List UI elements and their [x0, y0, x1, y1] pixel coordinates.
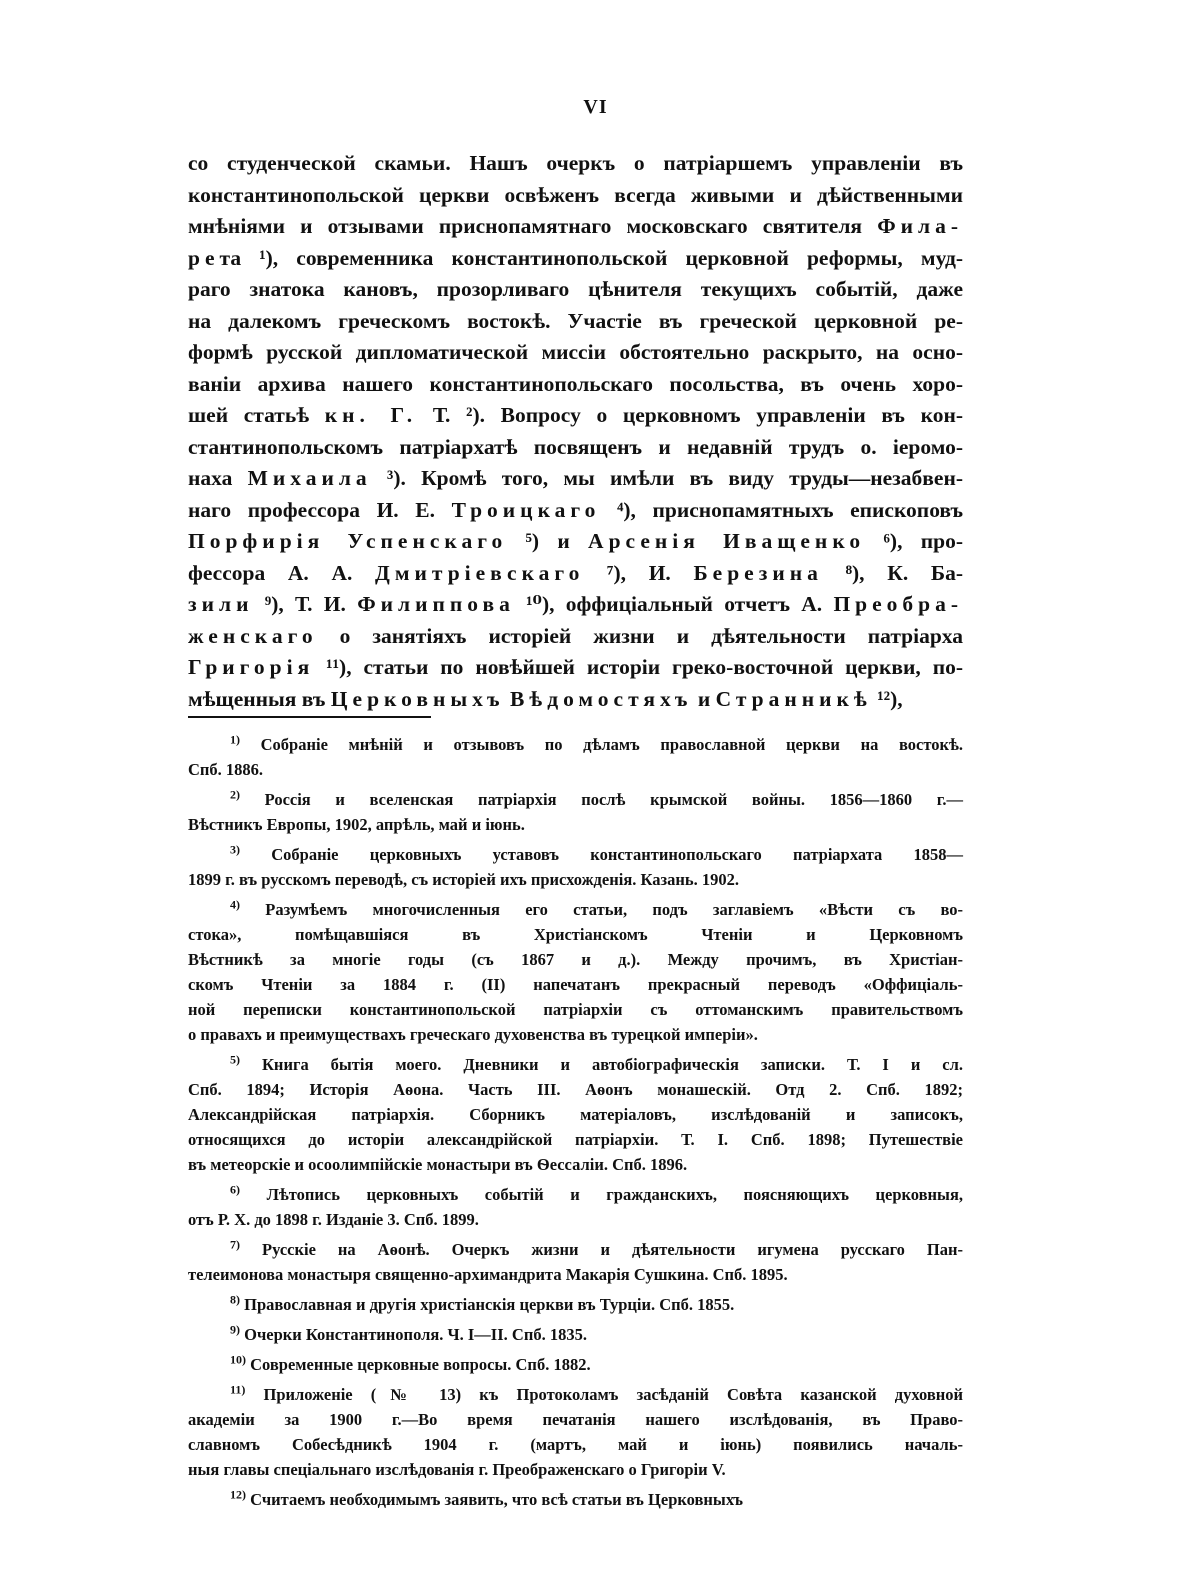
footnote-text: Считаемъ необходимымъ заявить, что всѣ статьи въ Церковныхъ [250, 1490, 744, 1509]
text-line: рета ¹), современника константинопольской церковной реформы, муд- [188, 245, 963, 270]
footnote-text: Русскіе на Аѳонѣ. Очеркъ жизни и дѣятельности игумена русскаго Пан- [262, 1240, 963, 1259]
footnote-line [188, 947, 963, 972]
footnote [188, 897, 963, 1047]
footnote-line [188, 1237, 963, 1262]
footnote-line [188, 997, 963, 1022]
text-line: на далекомъ греческомъ востокѣ. Участіе въ греческой церковной ре- [188, 308, 963, 333]
footnote [188, 1382, 963, 1482]
footnote [188, 1487, 963, 1512]
text-line: константинопольской церкви освѣженъ всегда живыми и дѣйственными [188, 182, 963, 207]
text-line: формѣ русской дипломатической миссіи обстоятельно раскрыто, на осно- [188, 340, 963, 364]
text-line: ваніи архива нашего константинопольскаго посольства, въ очень хоро- [188, 371, 963, 396]
footnote-line [188, 1382, 963, 1407]
footnote-text: Лѣтопись церковныхъ событій и гражданскихъ, поясняющихъ церковныя, [266, 1185, 963, 1204]
footnote-line [188, 1262, 963, 1287]
footnote-mark: 6) [230, 1182, 240, 1197]
footnote-text: Очерки Константинополя. Ч. I—II. Спб. 1835. [244, 1325, 587, 1344]
footnote-line [188, 922, 963, 947]
footnote-text: ныя главы спеціальнаго изслѣдованія г. Преображенскаго о Григоріи V. [188, 1460, 726, 1479]
footnote-text: Приложеніе (№ 13) къ Протоколамъ засѣданій Совѣта казанской духовной [263, 1385, 963, 1404]
footnote [188, 842, 963, 892]
footnote [188, 732, 963, 782]
footnote-mark: 7) [230, 1237, 240, 1252]
footnote-text: академіи за 1900 г.—Во время печатанія нашего изслѣдованія, въ Право- [188, 1410, 963, 1429]
footnote-line [188, 1352, 963, 1377]
footnote-line [188, 787, 963, 812]
page-number: VI [583, 96, 608, 118]
main-text [188, 148, 963, 715]
footnote-line [188, 1432, 963, 1457]
footnote-text: въ метеорскіе и осоолимпійскіе монастыри въ Ѳессаліи. Спб. 1896. [188, 1155, 688, 1174]
text-line: женскаго о занятіяхъ исторіей жизни и дѣятельности патріарха [188, 623, 963, 648]
footnote-text: Вѣстникъ Европы, 1902, апрѣль, май и іюнь. [188, 815, 525, 834]
footnote-mark: 1) [230, 732, 240, 747]
footnote-text: отъ Р. Х. до 1898 г. Изданіе 3. Спб. 1899. [188, 1210, 479, 1229]
footnote-line [188, 1052, 963, 1077]
footnote-mark: 3) [230, 842, 240, 857]
footnote-line [188, 842, 963, 867]
text-line: раго знатока кановъ, прозорливаго цѣнителя текущихъ событій, даже [188, 277, 963, 301]
footnote-divider [188, 716, 431, 718]
footnote-mark: 4) [230, 897, 240, 912]
footnote-text: Спб. 1894; Исторія Аѳона. Часть III. Аѳонъ монашескій. Отд 2. Спб. 1892; [188, 1080, 963, 1099]
footnote-mark: 12) [230, 1487, 246, 1502]
footnote-text: Собраніе мнѣній и отзывовъ по дѣламъ православной церкви на востокѣ. [260, 735, 963, 754]
text-line: мѣщенныя въ Церковныхъ Вѣдомостяхъ и Странникѣ ¹²), [188, 686, 903, 711]
footnotes [188, 732, 963, 1517]
text-line: фессора А. А. Дмитріевскаго ⁷), И. Березина ⁸), К. Ба- [188, 560, 963, 585]
footnote-text: Вѣстникѣ за многіе годы (съ 1867 и д.). Между прочимъ, въ Христіан- [188, 950, 963, 969]
footnote-mark: 9) [230, 1322, 240, 1337]
footnote-text: относящихся до исторіи александрійской патріархіи. Т. I. Спб. 1898; Путешествіе [188, 1130, 963, 1149]
footnote-line [188, 1182, 963, 1207]
text-line: стантинопольскомъ патріархатѣ посвященъ и недавній трудъ о. іеромо- [188, 434, 963, 459]
text-line: зили ⁹), Т. И. Филиппова ¹⁰), оффиціальный отчетъ А. Преобра- [188, 592, 964, 616]
footnote [188, 1182, 963, 1232]
footnote-text: о правахъ и преимуществахъ греческаго духовенства въ турецкой имперіи». [188, 1025, 758, 1044]
footnote-line [188, 1127, 963, 1152]
footnote [188, 1052, 963, 1177]
footnote-line [188, 757, 963, 782]
footnote-line [188, 972, 963, 997]
footnote-text: славномъ Собесѣдникѣ 1904 г. (мартъ, май и іюнь) появились началь- [188, 1435, 963, 1454]
footnote [188, 787, 963, 837]
footnote-line [188, 867, 963, 892]
text-line: Порфирія Успенскаго ⁵) и Арсенія Иващенко ⁶), про- [188, 529, 963, 553]
footnote-text: телеимонова монастыря священно-архимандрита Макарія Сушкина. Спб. 1895. [188, 1265, 788, 1284]
footnote-text: Собраніе церковныхъ уставовъ константинопольскаго патріархата 1858— [271, 845, 963, 864]
footnote-text: Современные церковные вопросы. Спб. 1882. [250, 1355, 591, 1374]
footnote-line [188, 1292, 963, 1317]
footnote-text: 1899 г. въ русскомъ переводѣ, съ исторіей ихъ присхожденія. Казань. 1902. [188, 870, 739, 889]
footnote-line [188, 897, 963, 922]
footnote-mark: 11) [230, 1382, 246, 1397]
footnote-line [188, 1102, 963, 1127]
text-line: шей статьѣ кн. Г. Т. ²). Вопросу о церковномъ управленіи въ кон- [188, 403, 963, 427]
text-line: наха Михаила ³). Кромѣ того, мы имѣли въ виду труды—незабвен- [188, 466, 964, 490]
text-line: Григорія ¹¹), статьи по новѣйшей исторіи греко-восточной церкви, по- [188, 655, 963, 679]
footnote-line [188, 1152, 963, 1177]
footnote-text: стока», помѣщавшіяся въ Христіанскомъ Чтеніи и Церковномъ [188, 925, 963, 944]
footnote-mark: 10) [230, 1352, 246, 1367]
footnote-text: Православная и другія христіанскія церкви въ Турціи. Спб. 1855. [244, 1295, 735, 1314]
footnote-mark: 8) [230, 1292, 240, 1307]
footnote-text: Спб. 1886. [188, 760, 264, 779]
footnote [188, 1237, 963, 1287]
footnote-text: Александрійская патріархія. Сборникъ матеріаловъ, изслѣдованій и записокъ, [188, 1105, 963, 1124]
footnote-text: скомъ Чтеніи за 1884 г. (II) напечатанъ прекрасный переводъ «Оффиціаль- [188, 975, 963, 994]
footnote-line [188, 1077, 963, 1102]
text-line: наго профессора И. Е. Троицкаго ⁴), приснопамятныхъ епископовъ [188, 497, 964, 522]
footnote-mark: 5) [230, 1052, 240, 1067]
footnote-text: Книга бытія моего. Дневники и автобіографическія записки. Т. I и сл. [261, 1055, 963, 1074]
footnote-text: ной переписки константинопольской патріархіи съ оттоманскимъ правительствомъ [188, 1000, 963, 1019]
footnote-line [188, 1022, 963, 1047]
footnote-line [188, 1457, 963, 1482]
text-line: мнѣніями и отзывами приснопамятнаго московскаго святителя Фила- [188, 214, 964, 238]
footnote-line [188, 1322, 963, 1347]
footnote-text: Разумѣемъ многочисленныя его статьи, подъ заглавіемъ «Вѣсти съ во- [265, 900, 963, 919]
footnote-line [188, 812, 963, 837]
footnote [188, 1322, 963, 1347]
footnote [188, 1352, 963, 1377]
text-line: со студенческой скамьи. Нашъ очеркъ о патріаршемъ управленіи въ [188, 151, 963, 175]
footnote-line [188, 1487, 963, 1512]
footnote-line [188, 732, 963, 757]
footnote-text: Россія и вселенская патріархія послѣ крымской войны. 1856—1860 г.— [264, 790, 964, 809]
footnote-line [188, 1407, 963, 1432]
footnote [188, 1292, 963, 1317]
footnote-line [188, 1207, 963, 1232]
footnote-mark: 2) [230, 787, 240, 802]
